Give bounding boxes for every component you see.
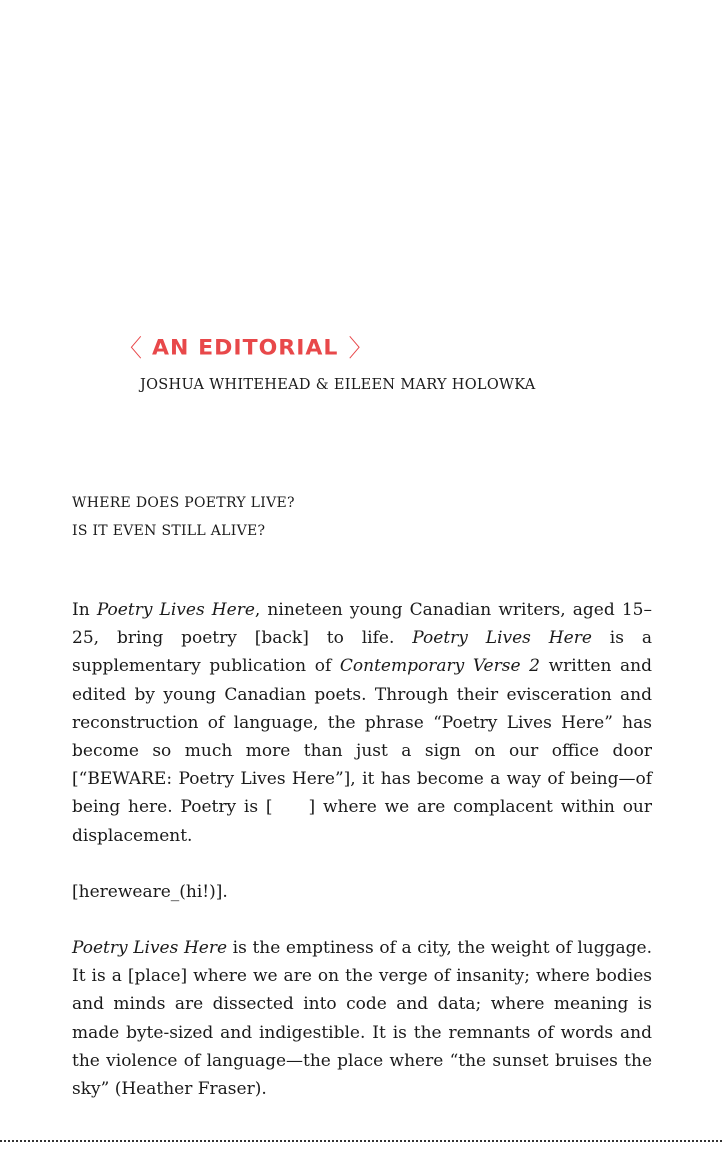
editorial-title: AN EDITORIAL	[152, 336, 339, 361]
text-run: ] where we are complacent within our displacement.	[72, 797, 652, 846]
paragraph-aside: [hereweare_(hi!)].	[72, 881, 228, 902]
magazine-title: Contemporary Verse 2	[339, 656, 540, 677]
right-angle-bracket: 〉	[348, 334, 373, 362]
text-run: is the emptiness of a city, the weight of luggage. It is a [place] where we are on the verge of insanity; where bodies and minds are dissected into code and data; where meaning is made byte-sized and indigestible. It is the remnants of words and the violence of language—the place where “the sunset bruises the sky” (Heather Fraser).	[72, 938, 652, 1100]
editorial-body	[72, 596, 652, 1131]
question-line: IS IT EVEN STILL ALIVE?	[72, 523, 266, 539]
text-run: , nineteen young Canadian writers, aged 15–25, bring poetry [back] to life.	[72, 600, 653, 649]
question-line: WHERE DOES POETRY LIVE?	[72, 495, 295, 511]
paragraph-description	[72, 934, 652, 1103]
text-run: written and edited by young Canadian poets. Through their evisceration and reconstruction of language, the phrase “Poetry Lives Here” has become so much more than just a sign on our office door [“BEWARE: Poetry Lives Here”], it has become a way of being—of being here. Poetry is [	[72, 656, 653, 818]
text-run: is a supplementary publication of	[72, 628, 652, 677]
publication-title: Poetry Lives Here	[412, 628, 592, 649]
dotted-footer-rule	[0, 1140, 722, 1142]
editorial-heading	[118, 336, 372, 360]
left-angle-bracket: 〈	[118, 334, 142, 362]
paragraph-intro	[72, 596, 652, 850]
publication-title: Poetry Lives Here	[72, 938, 228, 959]
publication-title: Poetry Lives Here	[96, 600, 255, 620]
text-run: In	[72, 600, 97, 620]
authors-byline: JOSHUA WHITEHEAD & EILEEN MARY HOLOWKA	[140, 377, 536, 393]
opening-questions	[72, 489, 295, 545]
